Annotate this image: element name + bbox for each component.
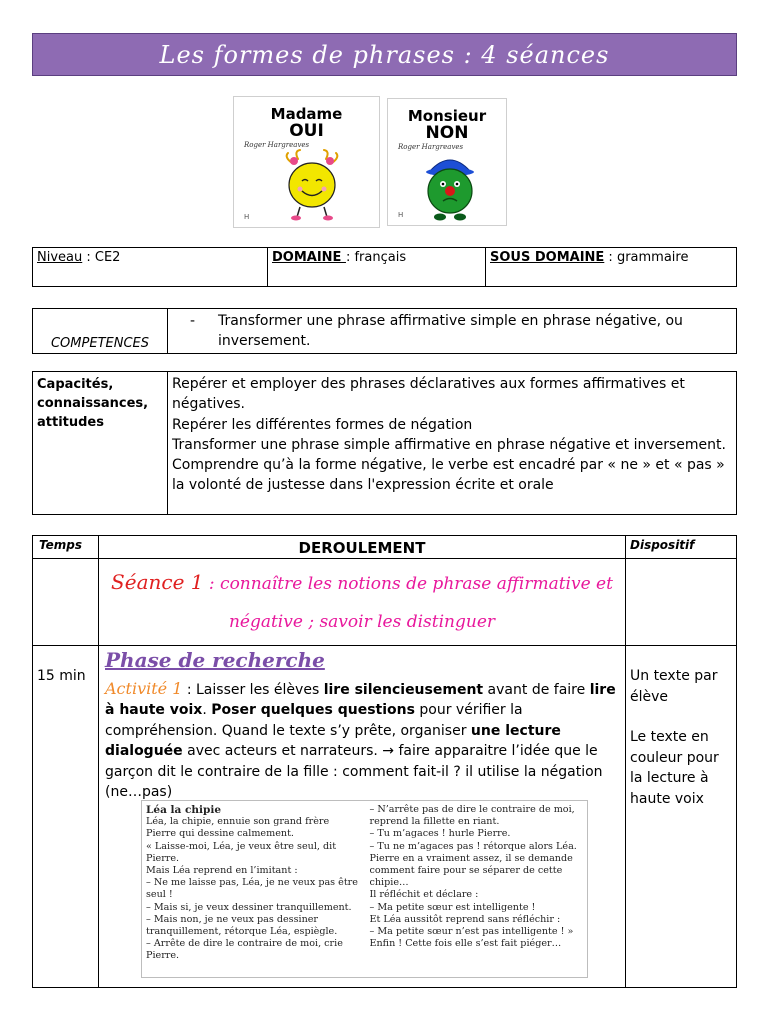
- capacite-item: Comprendre qu’à la forme négative, le verbe est encadré par « ne » et « pas »: [172, 457, 725, 474]
- excerpt-line: Pierre en a vraiment assez, il se demande comment faire pour se séparer de cette chipie…: [369, 852, 573, 889]
- text-run-bold: Poser quelques questions: [211, 702, 415, 718]
- header-deroulement: DEROULEMENT: [99, 536, 626, 559]
- book-publisher: H: [398, 211, 404, 219]
- excerpt-left-column: [146, 804, 360, 974]
- excerpt-line: – Tu ne m’agaces pas ! rétorque alors Léa.: [369, 840, 577, 852]
- niveau-table: [32, 247, 737, 287]
- activity-label: Activité 1: [105, 678, 183, 698]
- book-title-line1: Madame: [270, 105, 343, 123]
- text-run-bold: une lecture dialoguée: [105, 722, 561, 759]
- monsieur-non-character-icon: [418, 151, 482, 223]
- sous-domaine-value: : grammaire: [604, 250, 689, 265]
- dispositif-item: Le texte en couleur pour la lecture à haute voix: [630, 729, 719, 807]
- domaine-cell: [268, 248, 486, 287]
- text-run: avec acteurs et narrateurs.: [182, 743, 383, 759]
- niveau-value: : CE2: [82, 250, 121, 265]
- competences-label: COMPETENCES: [33, 309, 168, 354]
- phase-heading: Phase de recherche: [105, 648, 325, 672]
- competences-table: [32, 308, 737, 354]
- book-cover-monsieur-non: [387, 98, 507, 226]
- capacites-list: [168, 372, 737, 515]
- text-run: avant de faire: [483, 681, 590, 698]
- capacites-label: Capacités, connaissances, attitudes: [33, 372, 168, 515]
- text-run: faire apparaitre l’idée que le garçon dit le contraire de la fille : comment fait-il ? il utilise la négation (ne…pas): [105, 743, 603, 800]
- sous-domaine-label: SOUS DOMAINE: [490, 250, 605, 265]
- dispositif-item: Un texte par élève: [630, 668, 718, 705]
- competences-dash: -: [190, 313, 196, 329]
- activity-paragraph: [105, 679, 621, 803]
- excerpt-line: – Arrête de dire le contraire de moi, crie Pierre.: [146, 938, 343, 962]
- seance-text: : connaître les notions de phrase affirmative et négative ; savoir les distinguer: [203, 574, 613, 632]
- niveau-cell: [33, 248, 268, 287]
- excerpt-line: Il réfléchit et déclare :: [369, 889, 479, 901]
- excerpt-line: – Tu m’agaces ! hurle Pierre.: [369, 828, 511, 840]
- sous-domaine-cell: [486, 248, 737, 287]
- excerpt-title: Léa la chipie: [146, 804, 221, 816]
- header-temps: Temps: [33, 536, 99, 559]
- seance-time-cell: [33, 559, 99, 646]
- excerpt-line: « Laisse-moi, Léa, je veux être seul, dit Pierre.: [146, 840, 337, 864]
- text-run-bold: lire à haute voix: [105, 681, 616, 718]
- excerpt-right-column: [370, 804, 584, 974]
- book-title-line2: NON: [425, 123, 469, 143]
- text-run-bold: lire silencieusement: [323, 681, 484, 698]
- capacite-item: Repérer les différentes formes de négation: [172, 416, 473, 433]
- seance-heading: [99, 559, 626, 646]
- book-publisher: H: [244, 213, 250, 221]
- title-banner: [32, 33, 737, 76]
- text-run: : Laisser les élèves: [182, 681, 324, 698]
- competences-text: Transformer une phrase affirmative simple en phrase négative, ou inversement.: [218, 313, 683, 349]
- reading-excerpt: [141, 800, 588, 978]
- excerpt-line: – Ma petite sœur n’est pas intelligente ! »: [369, 926, 574, 938]
- excerpt-line: – N’arrête pas de dire le contraire de moi, reprend la fillette en riant.: [369, 804, 575, 828]
- capacite-item: Repérer et employer des phrases déclaratives aux formes affirmatives et négatives.: [172, 376, 685, 413]
- header-dispositif: Dispositif: [626, 536, 737, 559]
- capacite-item: Transformer une phrase simple affirmative en phrase négative et inversement.: [172, 436, 726, 453]
- excerpt-line: – Mais non, je ne veux pas dessiner tranquillement, rétorque Léa, espiègle.: [146, 913, 338, 938]
- excerpt-line: Enfin ! Cette fois elle s’est fait piéger…: [369, 938, 562, 950]
- excerpt-line: Mais Léa reprend en l’imitant :: [146, 865, 298, 877]
- page-title: Les formes de phrases : 4 séances: [159, 40, 610, 69]
- madame-oui-character-icon: [272, 149, 352, 221]
- capacite-item: la volonté de justesse dans l'expression écrite et orale: [172, 477, 554, 494]
- arrow-icon: →: [382, 743, 395, 759]
- book-author: Roger Hargreaves: [244, 141, 310, 149]
- competences-cell: [168, 309, 737, 354]
- dispositif-cell: [626, 646, 737, 988]
- duration: 15 min: [33, 646, 99, 988]
- excerpt-line: Et Léa aussitôt reprend sans réfléchir :: [369, 913, 561, 925]
- excerpt-line: Léa, la chipie, ennuie son grand frère Pierre qui dessine calmement.: [146, 816, 330, 840]
- capacites-table: [32, 371, 737, 515]
- domaine-label: DOMAINE: [272, 250, 346, 265]
- text-run: .: [202, 702, 212, 718]
- excerpt-line: – Ne me laisse pas, Léa, je ne veux pas être seul !: [146, 877, 358, 901]
- domaine-value: : français: [345, 250, 407, 265]
- book-title-line2: OUI: [289, 121, 324, 141]
- seance-dispositif-cell: [626, 559, 737, 646]
- seance-label: Séance 1: [111, 570, 204, 594]
- book-title-line1: Monsieur: [407, 107, 487, 125]
- book-cover-madame-oui: [233, 96, 380, 228]
- niveau-label: Niveau: [37, 250, 83, 265]
- excerpt-line: – Ma petite sœur est intelligente !: [369, 901, 536, 913]
- text-run: pour vérifier la compréhension. Quand le texte s’y prête, organiser: [105, 702, 523, 739]
- excerpt-line: – Mais si, je veux dessiner tranquillement.: [146, 901, 352, 913]
- book-author: Roger Hargreaves: [398, 143, 464, 151]
